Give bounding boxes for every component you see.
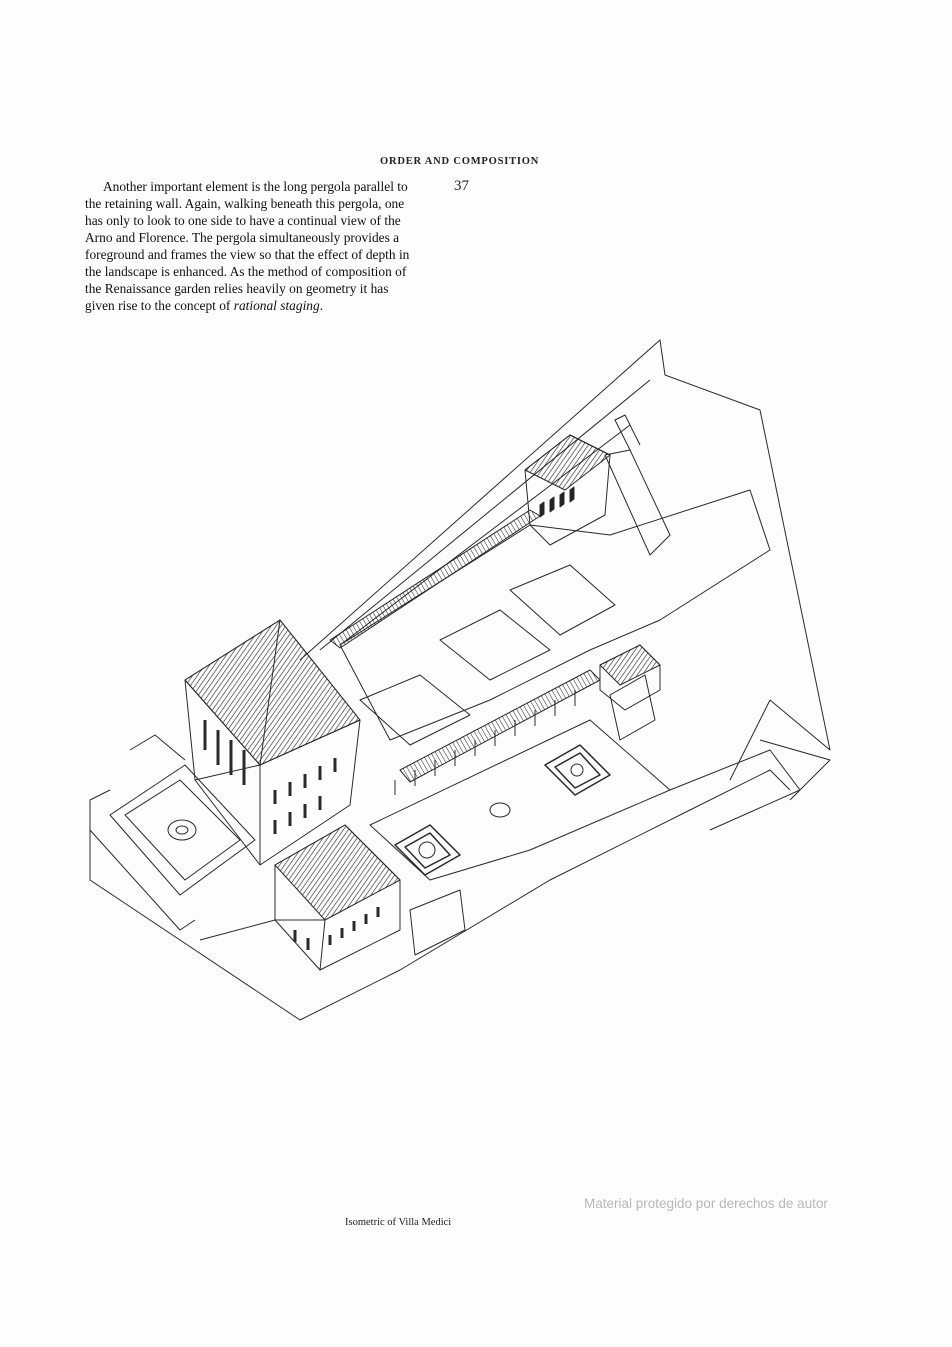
paragraph-emphasis: rational staging	[233, 298, 320, 313]
isometric-drawing	[70, 320, 850, 1080]
lower-terrace	[370, 720, 670, 880]
paragraph-end: .	[319, 298, 324, 313]
body-paragraph	[85, 178, 415, 314]
paragraph-text: Another important element is the long pergola parallel to the retaining wall. Again, walking beneath this pergola, one has only to look to one side to have a continual view of the Arno and Florence. The pergola simultaneously provides a foreground and frames the view so that the effect of depth in the landscape is enhanced. As the method of composition of the Renaissance garden relies heavily on geometry it has given rise to the concept of	[85, 179, 410, 313]
copyright-watermark: Material protegido por derechos de autor	[584, 1196, 828, 1211]
figure-caption: Isometric of Villa Medici	[345, 1217, 452, 1228]
page-number: 37	[454, 178, 469, 194]
running-head: ORDER AND COMPOSITION	[380, 156, 540, 167]
lower-pergola	[400, 670, 600, 782]
lawn-parterre-2	[440, 610, 550, 680]
lawn-parterre-3	[510, 565, 615, 635]
hillside-outline	[300, 340, 830, 780]
lawn-parterre-1	[360, 675, 470, 745]
